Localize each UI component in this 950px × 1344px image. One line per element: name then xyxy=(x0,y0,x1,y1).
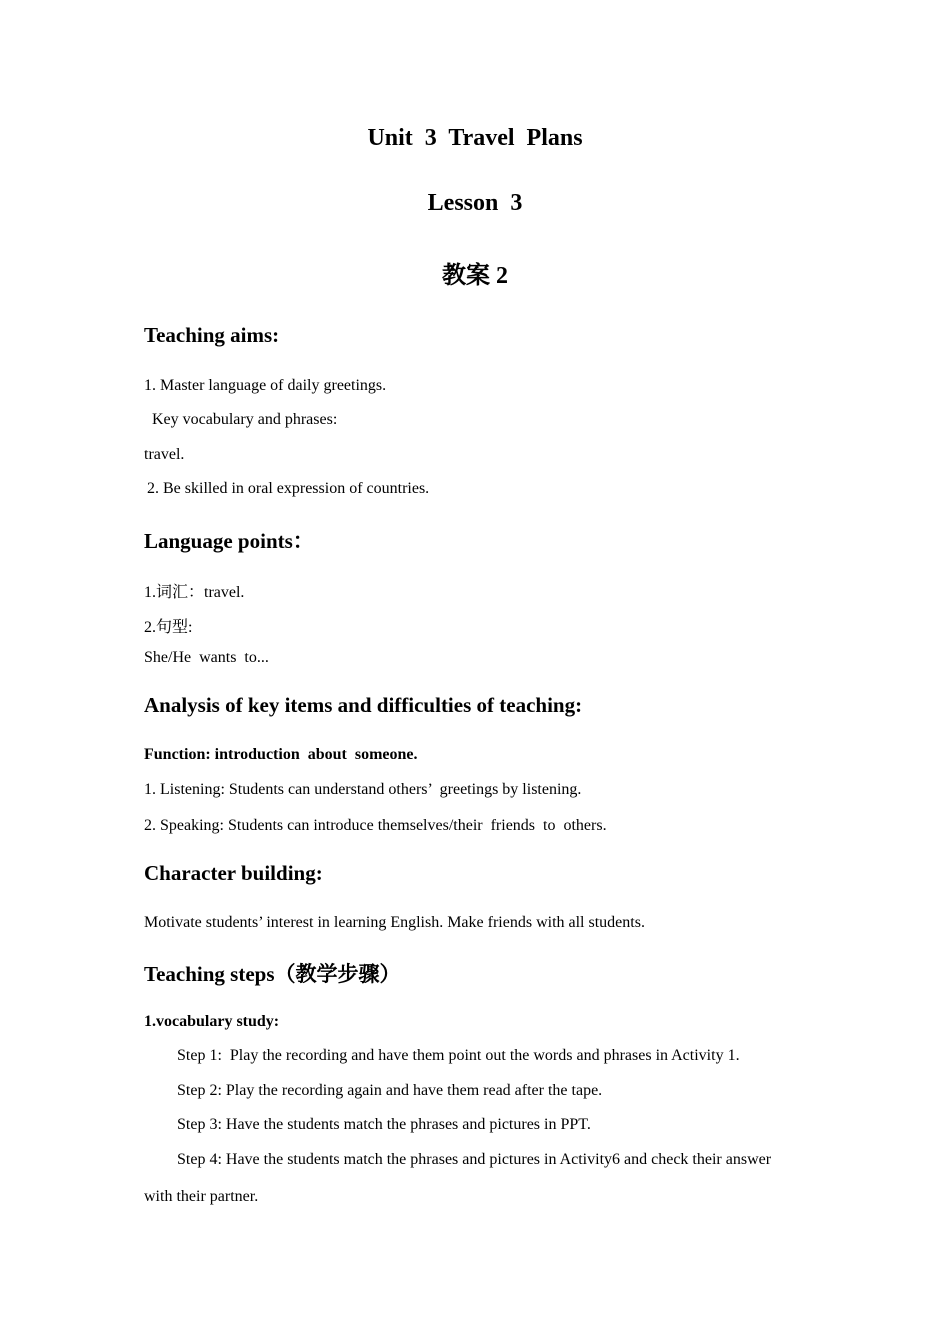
teaching-aim-line: Key vocabulary and phrases: xyxy=(152,411,338,428)
teaching-aim-line: 2. Be skilled in oral expression of countries. xyxy=(147,480,430,497)
teaching-step: Step 3: Have the students match the phrases and pictures in PPT. xyxy=(177,1116,591,1133)
analysis-function: Function: introduction about someone. xyxy=(144,746,418,763)
analysis-line: 2. Speaking: Students can introduce themselves/their friends to others. xyxy=(144,817,607,834)
teaching-steps-heading: Teaching steps（教学步骤） xyxy=(144,962,401,986)
plan-title: 教案 2 xyxy=(442,263,508,289)
teaching-aim-line: 1. Master language of daily greetings. xyxy=(144,377,387,394)
analysis-heading: Analysis of key items and difficulties of teaching: xyxy=(144,693,583,717)
language-point-line: 1.词汇：travel. xyxy=(144,584,245,601)
unit-title: Unit 3 Travel Plans xyxy=(367,125,583,151)
analysis-line: 1. Listening: Students can understand others’ greetings by listening. xyxy=(144,781,582,798)
language-point-line: 2.句型: xyxy=(144,619,193,636)
language-point-line: She/He wants to... xyxy=(144,649,269,666)
teaching-step-continuation: with their partner. xyxy=(144,1188,259,1205)
teaching-steps-subheading: 1.vocabulary study: xyxy=(144,1013,280,1030)
lesson-title: Lesson 3 xyxy=(427,190,523,216)
character-building-text: Motivate students’ interest in learning English. Make friends with all students. xyxy=(144,914,645,931)
teaching-step: Step 4: Have the students match the phrases and pictures in Activity6 and check their answer xyxy=(177,1151,772,1168)
teaching-aim-line: travel. xyxy=(144,446,185,463)
teaching-step: Step 2: Play the recording again and have them read after the tape. xyxy=(177,1082,603,1099)
teaching-step: Step 1: Play the recording and have them point out the words and phrases in Activity 1. xyxy=(177,1047,740,1064)
character-building-heading: Character building: xyxy=(144,861,323,885)
teaching-aims-heading: Teaching aims: xyxy=(144,323,280,347)
language-points-heading: Language points： xyxy=(144,529,314,553)
